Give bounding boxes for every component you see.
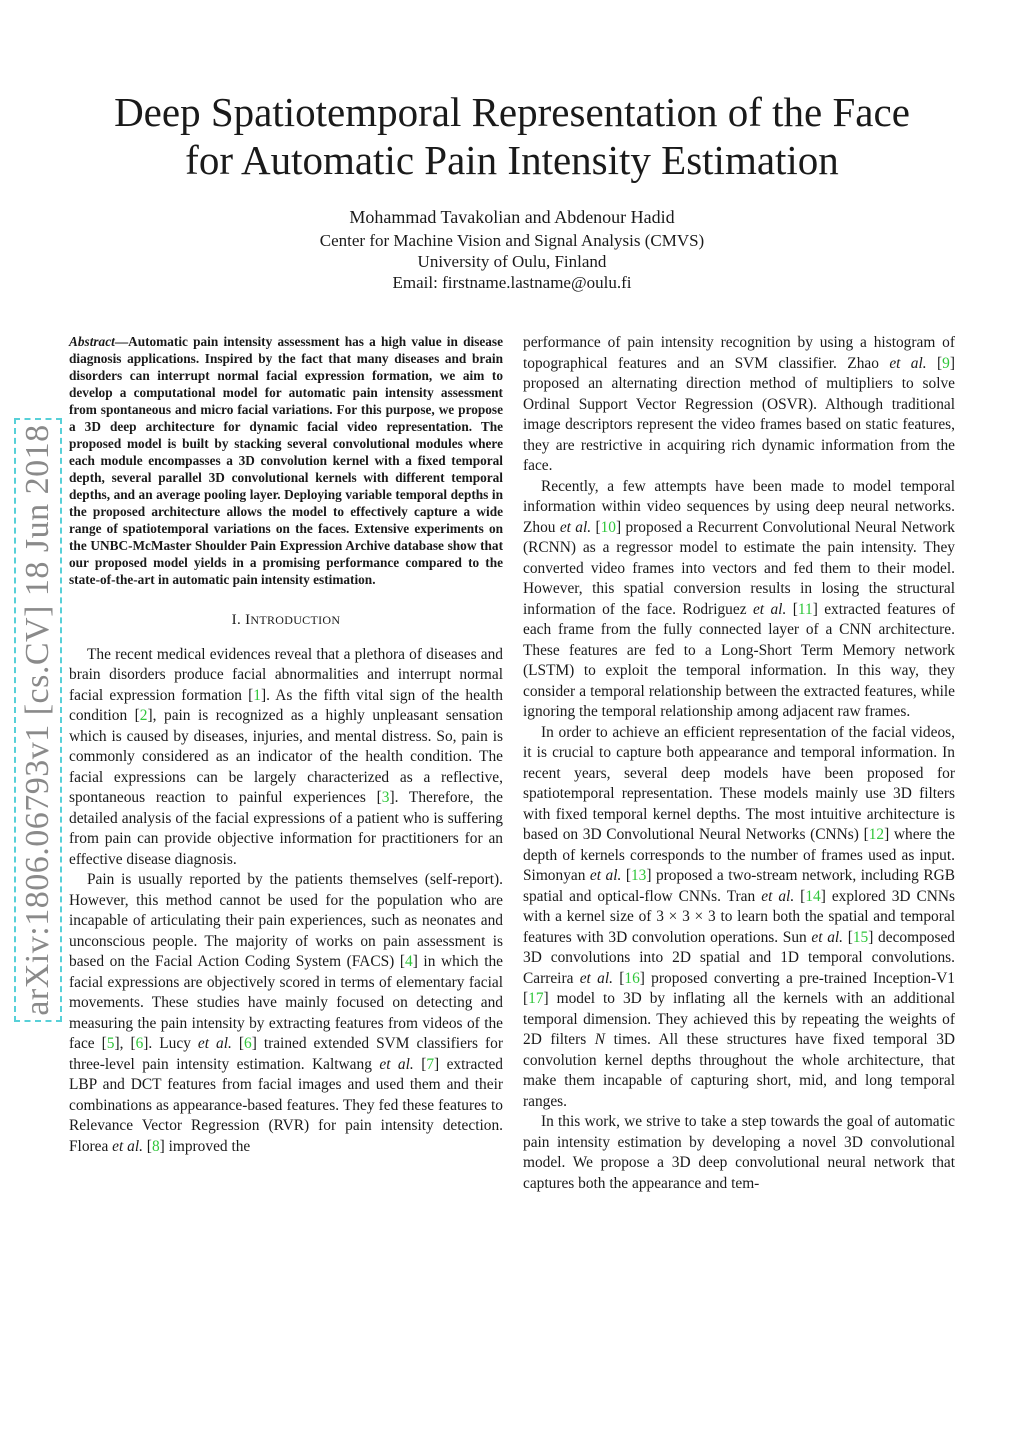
citation-link[interactable]: 6 [135,1035,144,1052]
citation-link[interactable]: 9 [942,354,950,372]
citation-link[interactable]: 5 [106,1035,115,1052]
right-column [523,333,955,1194]
citation-link[interactable]: 14 [805,887,821,905]
author-block [0,207,1024,293]
intro-paragraph-5: In order to achieve an efficient representation of the facial videos, it is crucial to capture both appearance and temporal information. In recent years, several deep models have been proposed for spatiotemporal representation. These models mainly use 3D filters with fixed temporal kernel depths. The most intuitive architecture is based on 3D Convolutional Neural Networks (CNNs) [12] where the depth of kernels corresponds to the number of frames used as input. Simonyan et al. [13] proposed a two-stream network, including RGB spatial and optical-flow CNNs. Tran et al. [14] explored 3D CNNs with a kernel size of 3 × 3 × 3 to learn both the spatial and temporal features with 3D convolution operations. Sun et al. [15] decomposed 3D convolutions into 2D spatial and 1D temporal convolutions. Carreira et al. [16] proposed converting a pre-trained Inception-V1 [17] model to 3D by inflating all the kernels with an additional temporal dimension. They achieved this by repeating the weights of 2D filters N times. All these structures have fixed temporal 3D convolution kernel depths throughout the whole architecture, that make them incapable of capturing short, mid, and long temporal ranges. [523,723,956,1110]
left-column [69,333,503,1157]
citation-link[interactable]: 3 [381,789,390,806]
abstract-text: —Automatic pain intensity assessment has a high value in disease diagnosis applications. Inspired by the fact that many diseases and brain disorders can interrupt normal facial expression formation, we aim to develop a computational model for automatic pain intensity assessment from spontaneous and micro facial variations. For this purpose, we propose a 3D deep architecture for dynamic facial video representation. The proposed model is built by stacking several convolutional modules where each module encompasses a 3D convolution kernel with a fixed temporal depth, several parallel 3D convolutional kernels with different temporal depths, and an average pooling layer. Deploying variable temporal depths in the proposed architecture allows the model to effectively capture a wide range of spatiotemporal variations on the faces. Extensive experiments on the UNBC-McMaster Shoulder Pain Expression Archive database show that our proposed model yields in a promising performance compared to the state-of-the-art in automatic pain intensity estimation. [69,334,503,587]
affiliation: Center for Machine Vision and Signal Analysis (CMVS) [319,231,705,250]
citation-link[interactable]: 2 [139,707,148,724]
citation-link[interactable]: 1 [253,686,261,704]
author-names: Mohammad Tavakolian and Abdenour Hadid [349,207,675,227]
citation-link[interactable]: 17 [528,990,544,1007]
title-line-1: Deep Spatiotemporal Representation of the Face [114,89,910,135]
intro-paragraph-1: The recent medical evidences reveal that a plethora of diseases and brain disorders produce facial abnormalities and interrupt normal facial expression formation [1]. As the fifth vital sign of the health condition [2], pain is recognized as a highly unpleasant sensation which is caused by diseases, injuries, and mental distress. So, pain is commonly considered as an indicator of the health condition. The facial expressions can be largely characterized as a reflective, spontaneous reaction to painful experiences [3]. Therefore, the detailed analysis of the facial expressions of a patient who is suffering from pain can provide objective information for practitioners for an effective disease diagnosis. [69,645,504,868]
abstract-lead: Abstract [69,334,115,349]
citation-link[interactable]: 13 [630,867,647,884]
arxiv-stamp[interactable]: arXiv:1806.06793v1 [cs.CV] 18 Jun 2018 [16,420,60,1020]
title-line-2: for Automatic Pain Intensity Estimation [185,137,839,183]
citation-link[interactable]: 12 [868,826,885,843]
abstract [69,333,503,588]
citation-link[interactable]: 10 [600,518,616,536]
citation-link[interactable]: 11 [797,600,813,618]
citation-link[interactable]: 8 [151,1137,160,1155]
citation-link[interactable]: 7 [426,1055,435,1073]
paper-title [0,88,1024,184]
intro-paragraph-6: In this work, we strive to take a step towards the goal of automatic pain intensity estimation by developing a novel 3D convolutional model. We propose a 3D deep convolutional neural network that captures both the appearance and tem- [523,1113,955,1192]
intro-paragraph-4: Recently, a few attempts have been made to model temporal information within video sequences by using deep neural networks. Zhou et al. [10] proposed a Recurrent Convolutional Neural Network (RCNN) as a regressor model to estimate the pain intensity. They converted video frames into vectors and fed them to their model. However, this spatial conversion results in losing the structural information of the face. Rodriguez et al. [11] extracted features of each frame from the fully connected layer of a CNN architecture. These features are fed to a Long-Short Term Memory network (LSTM) to exploit the temporal information. In this way, they consider a temporal relationship between the extracted features, while ignoring the temporal relationship among adjacent raw frames. [523,477,955,720]
citation-link[interactable]: 16 [624,969,640,987]
citation-link[interactable]: 15 [852,928,869,946]
section-heading-introduction: I. INTRODUCTION [231,612,341,628]
email: Email: firstname.lastname@oulu.fi [392,273,632,292]
citation-link[interactable]: 4 [405,953,413,970]
intro-paragraph-2: Pain is usually reported by the patients themselves (self-report). However, this method cannot be used for the population who are incapable of articulating their pain experiences, such as neonates and unconscious people. The majority of works on pain assessment is based on the Facial Action Coding System (FACS) [4] in which the facial expressions are objectively scored in terms of elementary facial movements. These studies have mainly focused on detecting and measuring the pain intensity by extracting features from videos of the face [5], [6]. Lucy et al. [6] trained extended SVM classifiers for three-level pain intensity estimation. Kaltwang et al. [7] extracted LBP and DCT features from facial images and used them and their combinations as appearance-based features. They fed these features to Relevance Vector Regression (RVR) for pain intensity detection. Florea et al. [8] improved the [69,871,503,1155]
intro-paragraph-3: performance of pain intensity recognition by using a histogram of topographical features and an SVM classifier. Zhao et al. [9] proposed an alternating direction method of multipliers to solve Ordinal Support Vector Regression (OSVR). Although traditional image descriptors represent the video frames based on static features, they are restrictive in acquiring rich dynamic information from the face. [523,334,955,474]
university: University of Oulu, Finland [417,252,607,271]
citation-link[interactable]: 6 [243,1035,252,1052]
